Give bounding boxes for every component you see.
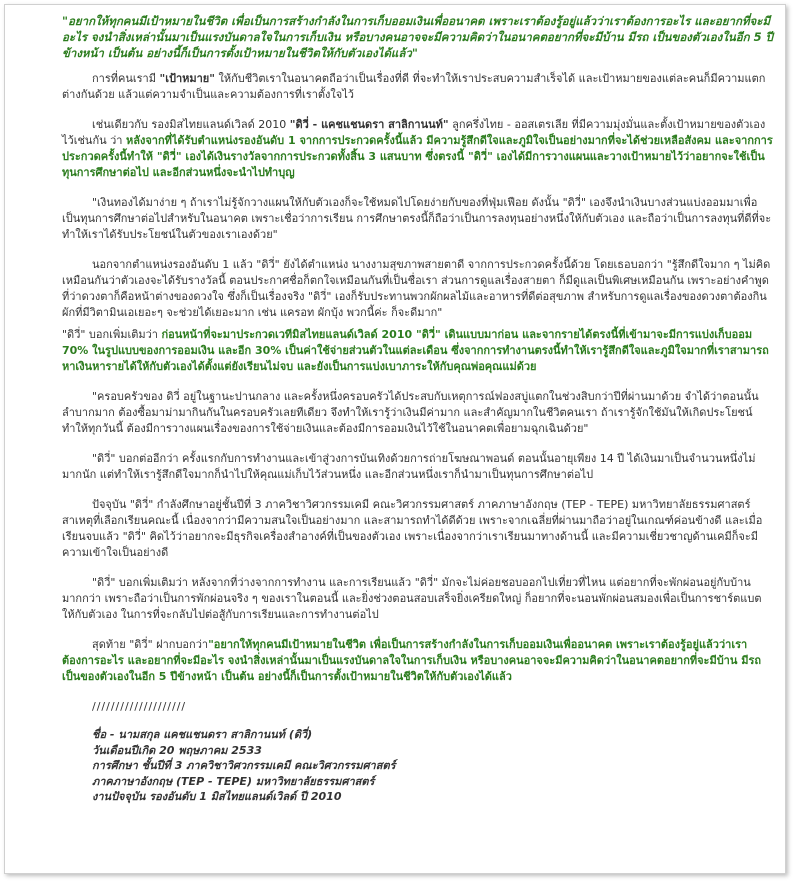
profile-education: การศึกษา ชั้นปีที่ 3 ภาควิชาวิศวกรรมเคมี คณะวิศวกรรมศาสตร์ [92, 759, 396, 772]
paragraph-7: ปัจจุบัน "ดิวี่" กำลังศึกษาอยู่ชั้นปีที่ 3 ภาควิชาวิศวกรรมเคมี คณะวิศวกรรมศาสตร์ ภาคภาษาอังกฤษ (TEP - TEPE) มหาวิทยาลัยธรรมศาสตร์ สาเหตุที่เลือกเรียนคณะนี้ เนื่องจากว่ามีความสนใจเป็นอย่างมาก และสามารถทำได้ดีด้วย เพราะจากเฉลี่ยที่ผ่านมาถือว่าอยู่ในเกณฑ์ค่อนข้างดี และเมื่อเรียนจบแล้ว "ดิวี่" คิดไว้ว่าอยากจะมีธุรกิจเครื่องสำอางค์ที่เป็นของตัวเอง เพราะเนื่องจากว่าเราเรียนมาทางด้านนี้ และมีความเชี่ยวชาญด้านเคมีก็จะมีความเข้าใจเป็นอย่างดี [62, 498, 763, 559]
paragraph-1: การที่คนเรามี "เป้าหมาย" ให้กับชีวิตเราในอนาคตถือว่าเป็นเรื่องที่ดี ที่จะทำให้เราประสบความสำเร็จได้ และเป้าหมายของแต่ละคนก็มีความแตกต่างกันด้วย แล้วแต่ความจำเป็นและความต้องการที่เราตั้งใจไว้ [62, 72, 766, 101]
paragraph-4: นอกจากตำแหน่งรองอันดับ 1 แล้ว "ดิวี่" ยังได้ตำแหน่ง นางงามสุขภาพสายตาดี จากการประกวดครั้งนี้ด้วย โดยเธอบอกว่า "รู้สึกดีใจมาก ๆ ไม่คิดเหมือนกันว่าตัวเองจะได้รับรางวัลนี้ ตอนประกาศชื่อก็ตกใจเหมือนกันที่เป็นชื่อเรา ส่วนการดูแลเรื่องสายตา ก็มีดูแลเป็นพิเศษเหมือนกัน เพราะอย่างคำพูดที่ว่าดวงตาก็คือหน้าต่างของดวงใจ ซึ่งก็เป็นเรื่องจริง "ดิวี่" เองก็รับประทานพวกผักผลไม้และอาหารที่ดีต่อสุขภาพ สำหรับการดูแลเรื่องของดวงตาต้องกินผักที่มีวิตามินเอเยอะๆ จะช่วยได้เยอะมาก เช่น แครอท ผักบุ้ง พวกนี้ค่ะ ก็จะดีมาก" [62, 258, 771, 319]
profile-name: ชื่อ - นามสกุล แคชแชนดรา สาลิกานนท์ (ดิวี่) [92, 728, 313, 741]
paragraph-4b: "ดิวี่" บอกเพิ่มเติมว่า ก่อนหน้าที่จะมาประกวดเวทีมิสไทยแลนด์เวิลด์ 2010 "ดิวี่" เดินแบบมาก่อน และจากรายได้ตรงนี้ที่เข้ามาจะมีการแบ่งเก็บออม 70% ในรูปแบบของการออมเงิน และอีก 30% เป็นค่าใช้จ่ายส่วนตัวในแต่ละเดือน ซึ่งจากการทำงานตรงนี้ทำให้เรารู้สึกดีใจและภูมิใจมากที่เราสามารถหาเงินหารายได้ให้กับตัวเองได้ตั้งแต่ยังเรียนไม่จบ และยังเป็นการแบ่งเบาภาระให้กับคุณพ่อคุณแม่ด้วย [62, 328, 769, 373]
profile-program: ภาคภาษาอังกฤษ (TEP - TEPE) มหาวิทยาลัยธรรมศาสตร์ [92, 774, 375, 788]
article-body [62, 13, 774, 805]
separator: //////////////////// [92, 700, 187, 713]
profile-current-job: งานปัจจุบัน รองอันดับ 1 มิสไทยแลนด์เวิลด์ ปี 2010 [92, 790, 342, 803]
profile-birthdate: วันเดือนปีเกิด 20 พฤษภาคม 2533 [92, 743, 262, 757]
paragraph-2: เช่นเดียวกับ รองมิสไทยแลนด์เวิลด์ 2010 "ดิวี่ - แคชแชนดรา สาลิกานนท์" ลูกครึ่งไทย - ออสเตรเลีย ที่มีความมุ่งมั่นและตั้งเป้าหมายของตัวเองไว้เช่นกัน ว่า หลังจากที่ได้รับตำแหน่งรองอันดับ 1 จากการประกวดครั้งนี้แล้ว มีความรู้สึกดีใจและภูมิใจเป็นอย่างมากที่จะได้ช่วยเหลือสังคม และจากการประกวดครั้งนี้ทำให้ "ดิวี่" เองได้เงินรางวัลจากการประกวดทั้งสิ้น 3 แสนบาท ซึ่งตรงนี้ "ดิวี่" เองได้มีการวางแผนและวางเป้าหมายไว้ว่าอยากจะใช้เป็นทุนการศึกษาต่อไป และอีกส่วนหนึ่งจะนำไปทำบุญ [62, 118, 773, 179]
paragraph-8: "ดิวี่" บอกเพิ่มเติมว่า หลังจากที่ว่างจากการทำงาน และการเรียนแล้ว "ดิวี่" มักจะไม่ค่อยชอบออกไปเที่ยวที่ไหน แต่อยากที่จะพักผ่อนอยู่กับบ้านมากกว่า เพราะถือว่าเป็นการพักผ่อนจริง ๆ ของเราในตอนนี้ และยิ่งช่วงตอนสอบเสร็จยิ่งเครียดใหญ่ ก็อยากที่จะนอนพักผ่อนสมองเพื่อเป็นการชาร์ตแบตให้กับตัวเอง ในการที่จะกลับไปต่อสู้กับการเรียนและการทำงานต่อไป [62, 576, 762, 621]
paragraph-9: สุดท้าย "ดิวี่" ฝากบอกว่า"อยากให้ทุกคนมีเป้าหมายในชีวิต เพื่อเป็นการสร้างกำลังในการเก็บออมเงินเพื่ออนาคต เพราะเราต้องรู้อยู่แล้วว่าเราต้องการอะไร และอยากที่จะมีอะไร จงนำสิ่งเหล่านั้นมาเป็นแรงบันดาลใจในการเก็บเงิน หรือบางคนอาจจะมีความคิดว่าในอนาคตอยากที่จะมีบ้าน มีรถ เป็นของตัวเองในอีก 5 ปีข้างหน้า เป็นต้น อย่างนี้ก็เป็นการตั้งเป้าหมายในชีวิตให้กับตัวเองได้แล้ว [62, 638, 762, 683]
profile-signature [92, 727, 774, 805]
paragraph-3: "เงินทองได้มาง่าย ๆ ถ้าเราไม่รู้จักวางแผนให้กับตัวเองก็จะใช้หมดไปโดยง่ายกับของที่ฟุ่มเฟือย ดังนั้น "ดิวี่" เองจึงนำเงินบางส่วนแบ่งออมมาเพื่อเป็นทุนการศึกษาต่อไปสำหรับในอนาคต เพราะเชื่อว่าการเรียน การศึกษาตรงนี้ก็ถือว่าเป็นการลงทุนอย่างหนึ่งให้กับตัวเอง และถือว่าเป็นการลงทุนที่ดีที่จะทำให้เราได้รับประโยชน์ในตัวของเราเองด้วย" [62, 196, 772, 241]
paragraph-5: "ครอบครัวของ ดิวี่ อยู่ในฐานะปานกลาง และครั้งหนึ่งครอบครัวได้ประสบกับเหตุการณ์ฟองสบู่แตกในช่วงสิบกว่าปีที่ผ่านมาด้วย จำได้ว่าตอนนั้นลำบากมาก ต้องซื้อมาม่ามากินกันในครอบครัวเลยทีเดียว จึงทำให้เรารู้ว่าเงินมีค่ามาก และสำคัญมากในชีวิตคนเรา ถ้าเรารู้จักใช้มันให้เกิดประโยชน์ ทำให้ทุกวันนี้ ต้องมีการวางแผนเรื่องของการใช้จ่ายเงินและต้องมีการออมเงินไว้ใช้ในอนาคตเพื่อยามฉุกเฉินด้วย" [62, 390, 759, 435]
paragraph-6: "ดิวี่" บอกต่ออีกว่า ครั้งแรกกับการทำงานและเข้าสู่วงการบันเทิงด้วยการถ่ายโฆษณาพอนด์ ตอนนั้นอายุเพียง 14 ปี ได้เงินมาเป็นจำนวนหนึ่งไม่มากนัก แต่ทำให้เรารู้สึกดีใจมากก็นำไปให้คุณแม่เก็บไว้ส่วนหนึ่ง และอีกส่วนหนึ่งเราก็นำมาเป็นทุนการศึกษาต่อไป [62, 452, 756, 481]
intro-quote: "อยากให้ทุกคนมีเป้าหมายในชีวิต เพื่อเป็นการสร้างกำลังในการเก็บออมเงินเพื่ออนาคต เพราะเราต้องรู้อยู่แล้วว่าเราต้องการอะไร และอยากที่จะมีอะไร จงนำสิ่งเหล่านั้นมาเป็นแรงบันดาลใจในการเก็บเงิน หรือบางคนอาจจะมีความคิดว่าในอนาคตอยากที่จะมีบ้าน มีรถ เป็นของตัวเองในอีก 5 ปีข้างหน้า เป็นต้น อย่างนี้ก็เป็นการตั้งเป้าหมายในชีวิตให้กับตัวเองได้แล้ว" [62, 14, 773, 60]
